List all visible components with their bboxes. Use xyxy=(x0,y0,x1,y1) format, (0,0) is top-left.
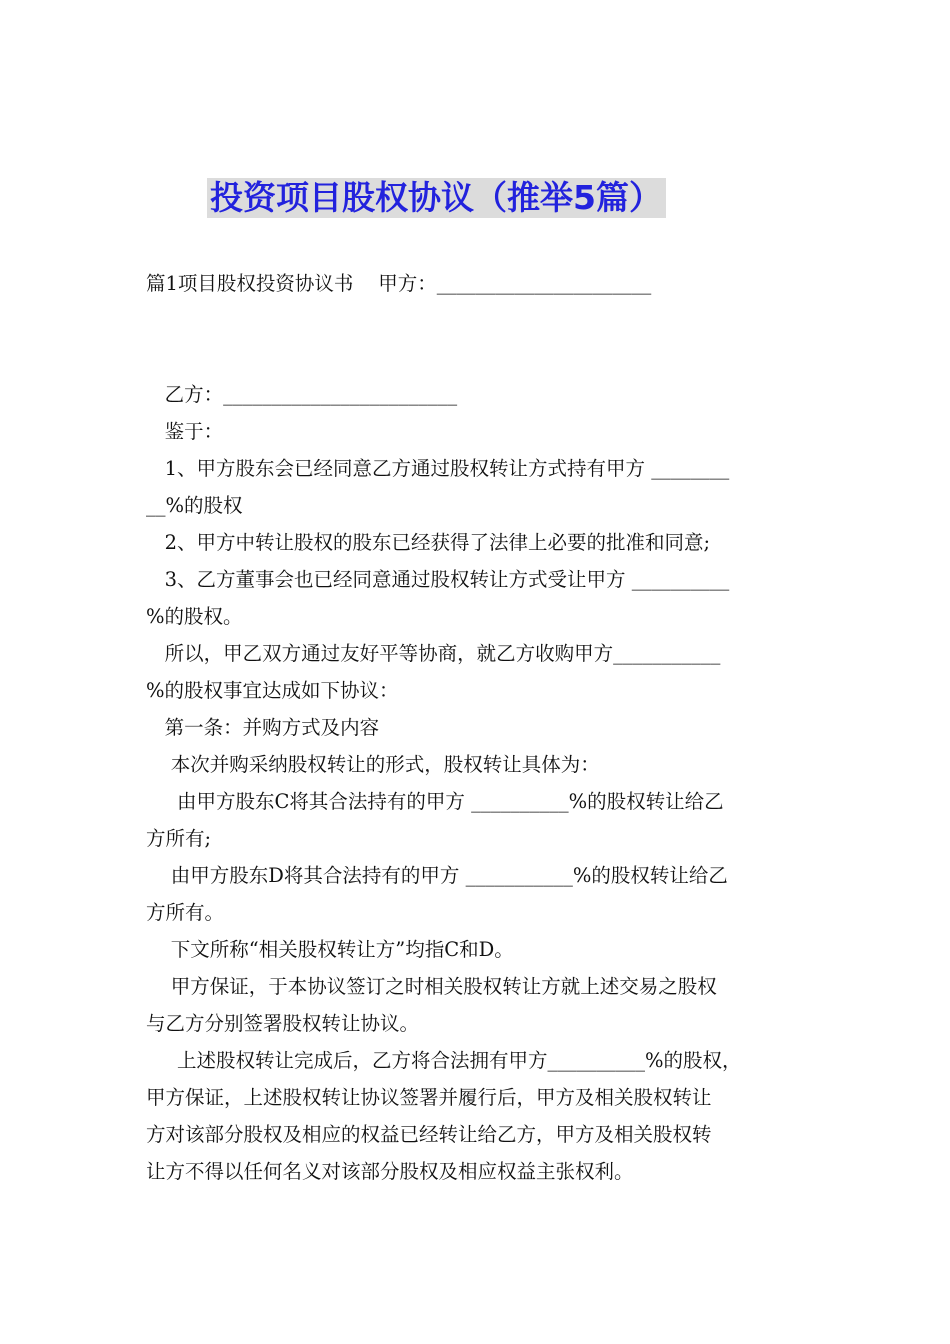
paragraph-whereas: 鉴于： xyxy=(146,420,224,443)
paragraph-line: %的股权事宜达成如下协议： xyxy=(146,679,399,702)
paragraph-line: 方所有; xyxy=(146,827,212,850)
paragraph-line: 让方不得以任何名义对该部分股权及相应权益主张权利。 xyxy=(146,1160,634,1183)
paragraph-line: 由甲方股东C将其合法持有的甲方 __________%的股权转让给乙 xyxy=(146,790,724,813)
paragraph-line: 2、甲方中转让股权的股东已经获得了法律上必要的批准和同意; xyxy=(146,531,711,554)
paragraph-line: 方所有。 xyxy=(146,901,225,924)
paragraph-heading: 篇1项目股权投资协议书 甲方：______________________ xyxy=(146,272,652,295)
paragraph-line: 所以，甲乙双方通过友好平等协商，就乙方收购甲方___________ xyxy=(146,642,721,665)
paragraph-line: 与乙方分别签署股权转让协议。 xyxy=(146,1012,420,1035)
paragraph-article-1: 第一条：并购方式及内容 xyxy=(146,716,380,739)
paragraph-line: __%的股权 xyxy=(146,494,243,517)
paragraph-line: 甲方保证，于本协议签订之时相关股权转让方就上述交易之股权 xyxy=(146,975,717,998)
blank-gap xyxy=(146,302,814,376)
paragraph-line: 方对该部分股权及相应的权益已经转让给乙方，甲方及相关股权转 xyxy=(146,1123,712,1146)
paragraph-party-b: 乙方：________________________ xyxy=(146,383,458,406)
document-title: 投资项目股权协议（推举5篇） xyxy=(207,178,666,218)
paragraph-line: 3、乙方董事会也已经同意通过股权转让方式受让甲方 __________ xyxy=(146,568,730,591)
document-body xyxy=(146,265,814,1190)
paragraph-line: 上述股权转让完成后，乙方将合法拥有甲方__________%的股权， xyxy=(146,1049,742,1072)
paragraph-line: 下文所称“相关股权转让方”均指C和D。 xyxy=(146,938,514,961)
paragraph-line: %的股权。 xyxy=(146,605,243,628)
paragraph-line: 甲方保证，上述股权转让协议签署并履行后，甲方及相关股权转让 xyxy=(146,1086,712,1109)
paragraph-line: 由甲方股东D将其合法持有的甲方 ___________%的股权转让给乙 xyxy=(146,864,728,887)
paragraph-line: 1、甲方股东会已经同意乙方通过股权转让方式持有甲方 ________ xyxy=(146,457,730,480)
paragraph-line: 本次并购采纳股权转让的形式，股权转让具体为： xyxy=(146,753,600,776)
